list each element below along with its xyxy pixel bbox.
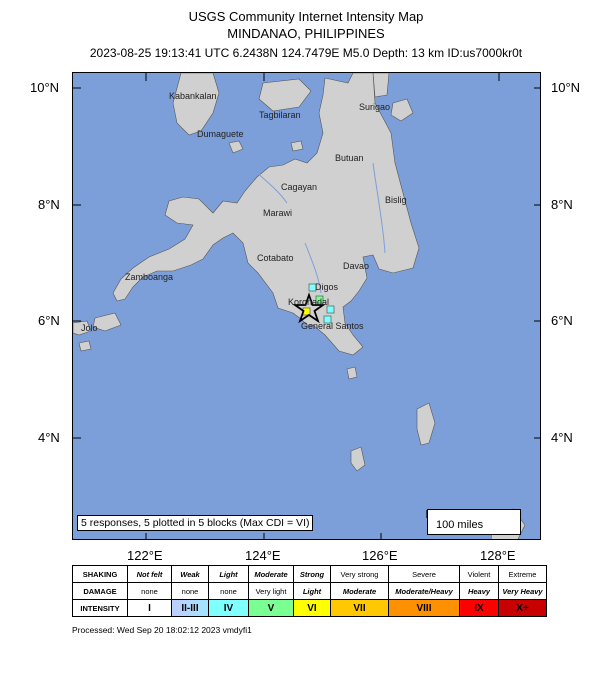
legend-shaking-cell: Severe [389,566,460,583]
scale-label: 100 miles [436,519,484,531]
city-davao: Davao [343,261,370,271]
legend-shaking-cell: Extreme [499,566,547,583]
lat-label-8n-right: 8°N [551,197,573,212]
legend-intensity-cell: IX [460,600,499,617]
scale-box [427,509,521,535]
legend-damage-cell: none [128,583,172,600]
city-tagbilaran: Tagbilaran [259,110,301,120]
lat-label-10n-left: 10°N [30,80,60,95]
camiguin-island [291,141,303,151]
legend-shaking-cell: Very strong [331,566,389,583]
city-marawi: Marawi [263,208,293,218]
map-title: USGS Community Internet Intensity Map [188,9,424,24]
lat-label-8n-left: 8°N [38,197,60,212]
legend-row-label: INTENSITY [73,600,128,617]
map-region: MINDANAO, PHILIPPINES [227,26,385,41]
city-zamboanga: Zamboanga [125,272,174,282]
legend-damage-cell: Light [294,583,331,600]
legend-damage-cell: none [209,583,249,600]
legend-damage-cell: Moderate [331,583,389,600]
legend-shaking-cell: Not felt [128,566,172,583]
city-general-santos: General Santos [301,321,364,331]
lat-label-4n-left: 4°N [38,430,60,445]
legend-intensity-cell: VI [294,600,331,617]
legend-row-label: DAMAGE [73,583,128,600]
lon-label-122e: 122°E [127,548,163,563]
lon-label-128e: 128°E [480,548,516,563]
legend-intensity-cell: II-III [172,600,209,617]
sarangani-island [347,367,357,379]
legend-intensity-cell: VII [331,600,389,617]
city-butuan: Butuan [335,153,364,163]
legend-damage-row [73,583,547,600]
city-cagayan: Cagayan [281,182,318,192]
siquijor-island [229,141,243,153]
intensity-legend [72,565,547,617]
city-dumaguete: Dumaguete [197,129,244,139]
city-cotabato: Cotabato [257,253,294,263]
city-surigao: Surigao [359,102,391,112]
responses-summary: 5 responses, 5 plotted in 5 blocks (Max CDI = VI) [77,515,313,531]
city-bislig: Bislig [385,195,407,205]
legend-intensity-cell: X+ [499,600,547,617]
talaud-island [417,403,435,445]
lat-label-6n-right: 6°N [551,313,573,328]
sulu-islets [79,341,91,351]
lat-label-10n-right: 10°N [551,80,581,95]
lon-label-126e: 126°E [362,548,398,563]
bohol-island [259,79,311,111]
city-koronadal: Koronadal [288,297,330,307]
city-jolo: Jolo [81,323,98,333]
legend-damage-cell: Heavy [460,583,499,600]
legend-damage-cell: none [172,583,209,600]
city-digos: Digos [315,282,339,292]
legend-shaking-cell: Weak [172,566,209,583]
legend-damage-cell: Very Heavy [499,583,547,600]
dinagat-island [373,73,389,97]
processed-timestamp: Processed: Wed Sep 20 18:02:12 2023 vmdyfi1 [72,625,252,635]
legend-shaking-cell: Violent [460,566,499,583]
legend-shaking-cell: Moderate [249,566,294,583]
legend-shaking-cell: Light [209,566,249,583]
cdi-block[interactable] [327,306,334,313]
legend-intensity-cell: IV [209,600,249,617]
sangihe-island [351,447,365,471]
lat-label-4n-right: 4°N [551,430,573,445]
lon-label-124e: 124°E [245,548,281,563]
legend-shaking-row [73,566,547,583]
legend-row-label: SHAKING [73,566,128,583]
legend-intensity-cell: V [249,600,294,617]
negros-island [173,73,219,135]
legend-intensity-cell: VIII [389,600,460,617]
legend-damage-cell: Moderate/Heavy [389,583,460,600]
legend-intensity-cell: I [128,600,172,617]
city-kabankalan: Kabankalan [169,91,217,101]
lat-label-6n-left: 6°N [38,313,60,328]
intensity-map[interactable] [72,72,541,540]
event-info: 2023-08-25 19:13:41 UTC 6.2438N 124.7479E M5.0 Depth: 13 km ID:us7000kr0t [89,46,523,60]
legend-damage-cell: Very light [249,583,294,600]
legend-shaking-cell: Strong [294,566,331,583]
siargao-island [391,99,413,121]
legend-intensity-row [73,600,547,617]
